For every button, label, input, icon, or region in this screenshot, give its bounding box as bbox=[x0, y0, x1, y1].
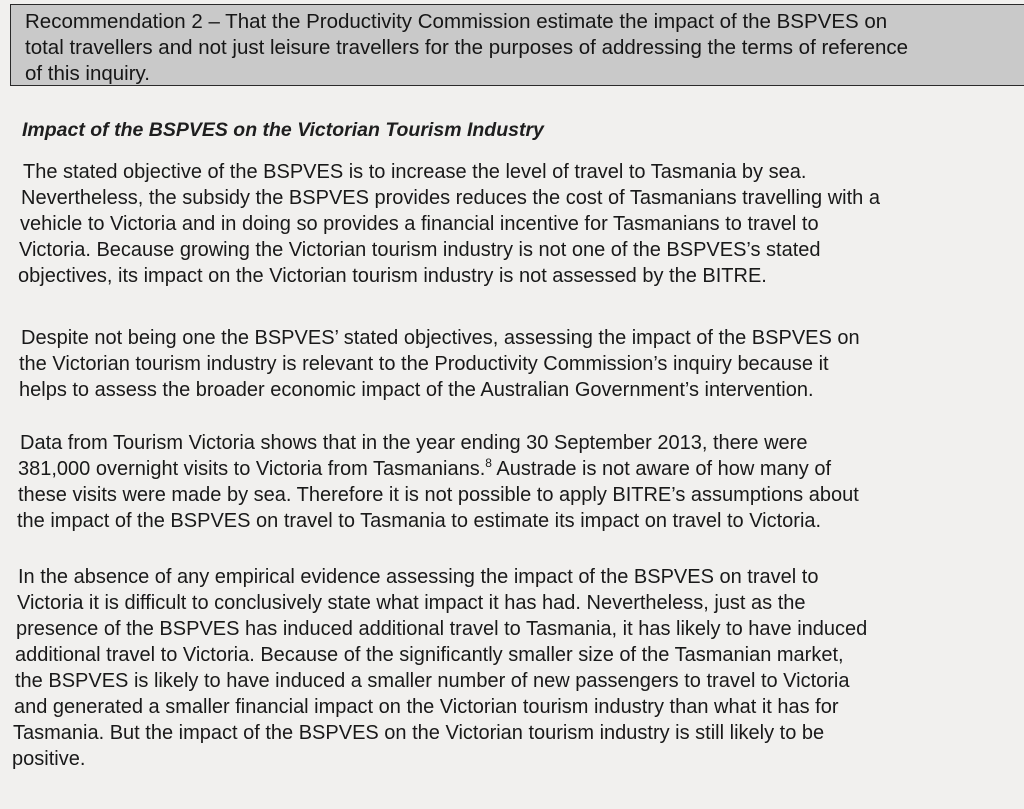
footnote-reference[interactable]: 8 bbox=[485, 456, 492, 470]
paragraph-line: the BSPVES is likely to have induced a smaller number of new passengers to travel to Victoria bbox=[15, 670, 850, 692]
section-heading: Impact of the BSPVES on the Victorian Tourism Industry bbox=[22, 119, 544, 141]
paragraph-line: additional travel to Victoria. Because of the significantly smaller size of the Tasmanian market, bbox=[15, 644, 844, 666]
recommendation-line: Recommendation 2 – That the Productivity Commission estimate the impact of the BSPVES on bbox=[25, 10, 888, 33]
paragraph-line: the impact of the BSPVES on travel to Tasmania to estimate its impact on travel to Victoria. bbox=[17, 510, 822, 532]
paragraph-line: Tasmania. But the impact of the BSPVES on the Victorian tourism industry is still likely to be bbox=[13, 722, 825, 744]
paragraph-line: the Victorian tourism industry is relevant to the Productivity Commission’s inquiry because it bbox=[19, 353, 829, 375]
paragraph-relevance bbox=[21, 325, 860, 403]
paragraph-conclusion bbox=[12, 564, 868, 772]
paragraph-line-with-footnote bbox=[18, 456, 859, 482]
paragraph-line: positive. bbox=[12, 748, 86, 770]
paragraph-line: presence of the BSPVES has induced additional travel to Tasmania, it has likely to have induced bbox=[16, 618, 868, 640]
paragraph-line: vehicle to Victoria and in doing so provides a financial incentive for Tasmanians to travel to bbox=[20, 213, 819, 235]
paragraph-line: Victoria. Because growing the Victorian tourism industry is not one of the BSPVES’s stated bbox=[19, 239, 821, 261]
paragraph-text: Austrade is not aware of how many of bbox=[491, 458, 832, 480]
paragraph-line: Nevertheless, the subsidy the BSPVES provides reduces the cost of Tasmanians travelling with a bbox=[21, 187, 880, 209]
paragraph-line: Victoria it is difficult to conclusively state what impact it has had. Nevertheless, just as the bbox=[17, 592, 806, 614]
paragraph-line: The stated objective of the BSPVES is to increase the level of travel to Tasmania by sea. bbox=[23, 161, 807, 183]
recommendation-line: of this inquiry. bbox=[25, 62, 150, 85]
paragraph-objective bbox=[18, 159, 880, 289]
paragraph-line: helps to assess the broader economic impact of the Australian Government’s intervention. bbox=[19, 379, 814, 401]
paragraph-data bbox=[17, 430, 859, 534]
paragraph-line: In the absence of any empirical evidence assessing the impact of the BSPVES on travel to bbox=[18, 566, 819, 588]
paragraph-line: Data from Tourism Victoria shows that in the year ending 30 September 2013, there were bbox=[20, 432, 808, 454]
paragraph-line: objectives, its impact on the Victorian tourism industry is not assessed by the BITRE. bbox=[18, 265, 767, 287]
paragraph-line: these visits were made by sea. Therefore it is not possible to apply BITRE’s assumptions about bbox=[18, 484, 859, 506]
paragraph-line: and generated a smaller financial impact on the Victorian tourism industry than what it has for bbox=[14, 696, 839, 718]
paragraph-line: Despite not being one the BSPVES’ stated objectives, assessing the impact of the BSPVES on bbox=[21, 327, 860, 349]
recommendation-line: total travellers and not just leisure travellers for the purposes of addressing the terms of reference bbox=[25, 36, 909, 59]
recommendation-box bbox=[10, 4, 1024, 86]
paragraph-text: 381,000 overnight visits to Victoria from Tasmanians. bbox=[18, 458, 486, 480]
